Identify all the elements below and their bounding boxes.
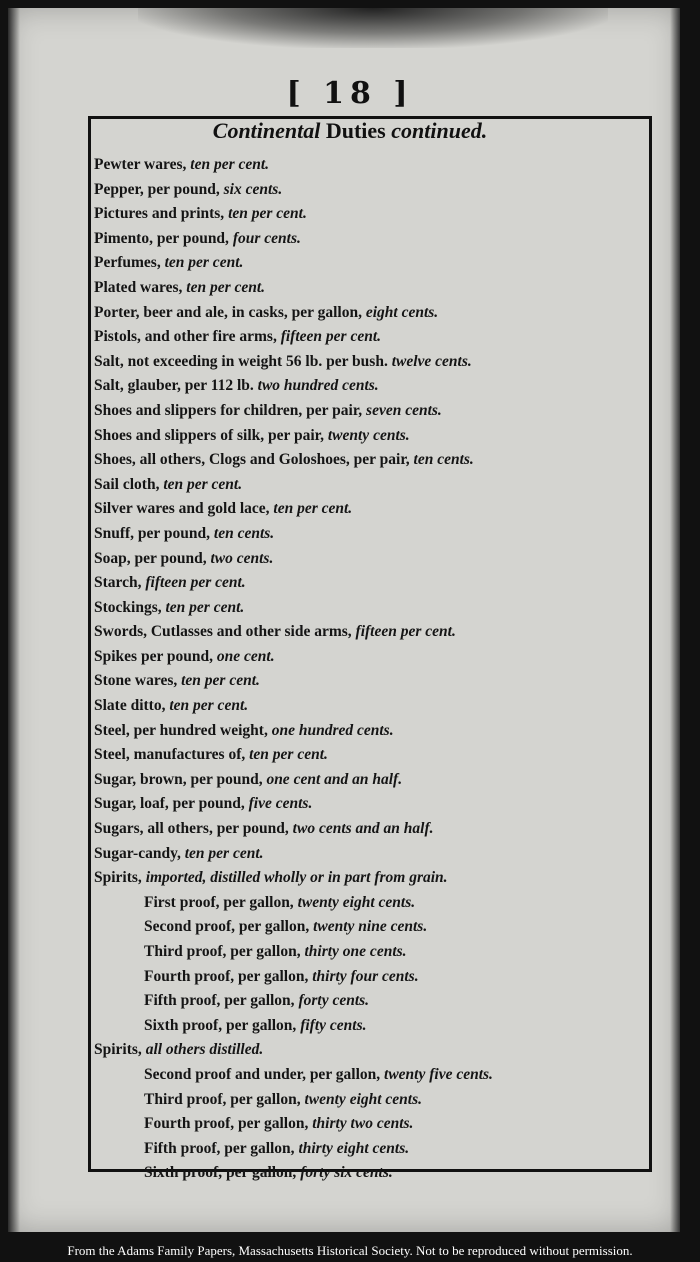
duty-rate: thirty four cents. — [312, 967, 419, 985]
duty-rate: ten cents. — [413, 451, 474, 469]
duty-item: Silver wares and gold lace, — [94, 500, 274, 518]
duty-item: Pewter wares, — [94, 156, 191, 173]
duty-item: Pistols, and other fire arms, — [94, 328, 281, 346]
duty-subentry — [94, 1112, 654, 1137]
duty-rate: two cents and an half. — [292, 820, 434, 838]
duty-item: Sugars, all others, per pound, — [94, 820, 293, 838]
duty-entry — [94, 251, 654, 276]
duty-subentry — [94, 989, 654, 1014]
duty-entry — [94, 473, 654, 498]
duty-subentry — [94, 915, 654, 940]
duty-rate: five cents. — [248, 795, 313, 813]
duty-rate: ten cents. — [213, 524, 275, 542]
heading-italic-part: Continental — [212, 118, 321, 143]
duty-item: Steel, per hundred weight, — [94, 721, 272, 739]
duty-entry — [94, 448, 654, 473]
duty-rate: one cent and an half. — [266, 770, 403, 788]
binding-shadow — [138, 8, 608, 48]
duty-entry — [94, 596, 654, 621]
duty-entry — [94, 645, 654, 670]
duty-rate: twenty five cents. — [384, 1065, 493, 1083]
duty-subentry — [94, 1088, 654, 1113]
duty-entry — [94, 669, 654, 694]
duty-item: Spikes per pound, — [94, 647, 217, 665]
duty-rate: forty six cents. — [300, 1164, 393, 1182]
duty-entry — [94, 547, 654, 572]
duty-entry — [94, 571, 654, 596]
duty-entry — [94, 842, 654, 867]
duty-entry — [94, 202, 654, 227]
duty-item: Sugar, brown, per pound, — [94, 770, 267, 788]
duty-rate: forty cents. — [298, 992, 370, 1010]
duty-item: Third proof, per gallon, — [144, 1090, 305, 1108]
duty-item: Pimento, per pound, — [94, 229, 233, 247]
duty-rate: two hundred cents. — [257, 377, 379, 395]
duty-rate: two cents. — [210, 549, 274, 567]
duty-entry — [94, 399, 654, 424]
duty-subentry — [94, 940, 654, 965]
duty-subentry — [94, 965, 654, 990]
duty-item: First proof, per gallon, — [144, 893, 298, 911]
duty-rate: fifteen per cent. — [355, 623, 456, 641]
duty-item: Slate ditto, — [94, 697, 170, 715]
duty-rate: fifty cents. — [300, 1016, 367, 1034]
duty-rate: ten per cent. — [165, 598, 245, 616]
duty-entry — [94, 301, 654, 326]
duty-entry — [94, 325, 654, 350]
duty-entry — [94, 350, 654, 375]
duty-rate: ten per cent. — [164, 254, 244, 272]
duty-rate: imported, distilled wholly or in part from grain. — [145, 869, 448, 887]
duty-entry — [94, 768, 654, 793]
duty-item: Pepper, per pound, — [94, 180, 224, 198]
duty-rate: six cents. — [223, 180, 283, 198]
duty-rate: one hundred cents. — [271, 721, 394, 739]
duty-rate: seven cents. — [366, 401, 442, 419]
duty-rate: twenty cents. — [327, 426, 410, 444]
duty-item: Spirits, — [94, 869, 146, 887]
duty-item: Sugar-candy, — [94, 844, 185, 862]
duty-subentry — [94, 1063, 654, 1088]
duty-item: Sixth proof, per gallon, — [144, 1016, 301, 1034]
duty-item: Pictures and prints, — [94, 205, 229, 223]
duty-rate: fifteen per cent. — [280, 328, 382, 346]
duty-item: Shoes and slippers of silk, per pair, — [94, 426, 328, 444]
duty-rate: ten per cent. — [190, 156, 270, 173]
duty-rate: twelve cents. — [391, 352, 472, 370]
duty-item: Perfumes, — [94, 254, 165, 272]
duty-item: Salt, not exceeding in weight 56 lb. per bush. — [94, 352, 392, 370]
duty-item: Snuff, per pound, — [94, 524, 214, 542]
duty-item: Shoes and slippers for children, per pair, — [94, 401, 367, 419]
duty-item: Fourth proof, per gallon, — [144, 1115, 313, 1133]
duty-subentry — [94, 1014, 654, 1039]
heading-italic-tail: continued. — [391, 118, 488, 143]
duty-item: Fifth proof, per gallon, — [144, 992, 299, 1010]
duty-entry — [94, 227, 654, 252]
duty-item: Steel, manufactures of, — [94, 746, 250, 764]
duty-entry — [94, 276, 654, 301]
heading-upright-part: Duties — [325, 118, 386, 143]
duty-rate: one cent. — [216, 647, 275, 665]
duty-entry — [94, 1038, 654, 1063]
duty-rate: ten per cent. — [273, 500, 353, 518]
duty-item: Sugar, loaf, per pound, — [94, 795, 249, 813]
duty-item: Spirits, — [94, 1041, 146, 1059]
duty-rate: twenty nine cents. — [313, 918, 428, 936]
duty-entry — [94, 817, 654, 842]
duty-item: Salt, glauber, per 112 lb. — [94, 377, 258, 395]
duty-item: Stockings, — [94, 598, 166, 616]
duty-rate: four cents. — [232, 229, 301, 247]
duty-item: Sixth proof, per gallon, — [144, 1164, 301, 1182]
duty-entry — [94, 719, 654, 744]
duty-rate: ten per cent. — [186, 278, 266, 296]
duty-rate: ten per cent. — [249, 746, 328, 764]
duty-rate: ten per cent. — [163, 475, 243, 493]
page-right-edge — [670, 8, 680, 1232]
duties-list — [94, 153, 654, 1186]
duty-item: Third proof, per gallon, — [144, 943, 305, 960]
duty-rate: thirty eight cents. — [298, 1139, 410, 1157]
duty-item: Sail cloth, — [94, 475, 164, 493]
duty-item: Plated wares, — [94, 278, 187, 296]
duty-rate: ten per cent. — [228, 205, 307, 223]
duty-entry — [94, 497, 654, 522]
duty-rate: ten per cent. — [184, 844, 264, 862]
duty-subentry — [94, 891, 654, 916]
duty-rate: fifteen per cent. — [145, 574, 246, 592]
duty-rate: ten per cent. — [181, 672, 260, 690]
duty-rate: thirty two cents. — [312, 1115, 414, 1133]
duty-item: Fifth proof, per gallon, — [144, 1139, 299, 1157]
duty-entry — [94, 153, 654, 178]
duty-rate: twenty eight cents. — [297, 893, 416, 911]
duty-rate: eight cents. — [365, 303, 439, 321]
duty-item: Shoes, all others, Clogs and Goloshoes, per pair, — [94, 451, 414, 469]
duty-entry — [94, 178, 654, 203]
duty-subentry — [94, 1137, 654, 1162]
duty-item: Stone wares, — [94, 672, 182, 690]
duty-item: Second proof and under, per gallon, — [144, 1065, 385, 1083]
duty-item: Swords, Cutlasses and other side arms, — [94, 623, 356, 641]
duty-entry — [94, 424, 654, 449]
duty-item: Porter, beer and ale, in casks, per gallon, — [94, 303, 366, 321]
duty-item: Second proof, per gallon, — [144, 918, 314, 936]
section-heading — [0, 118, 700, 144]
duty-rate: ten per cent. — [169, 697, 249, 715]
duty-item: Fourth proof, per gallon, — [144, 967, 313, 985]
duty-rate: thirty one cents. — [304, 943, 407, 960]
duty-entry — [94, 743, 654, 768]
duty-item: Soap, per pound, — [94, 549, 211, 567]
duty-rate: all others distilled. — [145, 1041, 264, 1059]
page-left-edge — [8, 8, 20, 1232]
duty-entry — [94, 374, 654, 399]
duty-entry — [94, 620, 654, 645]
copyright-footer: From the Adams Family Papers, Massachusetts Historical Society. Not to be reproduced without permission. — [67, 1243, 633, 1258]
duty-entry — [94, 792, 654, 817]
duty-rate: twenty eight cents. — [304, 1090, 423, 1108]
duty-subentry — [94, 1161, 654, 1186]
duty-entry — [94, 522, 654, 547]
page-number: [ 18 ] — [286, 76, 414, 111]
duty-entry — [94, 694, 654, 719]
duty-entry — [94, 866, 654, 891]
duty-item: Starch, — [94, 574, 146, 592]
